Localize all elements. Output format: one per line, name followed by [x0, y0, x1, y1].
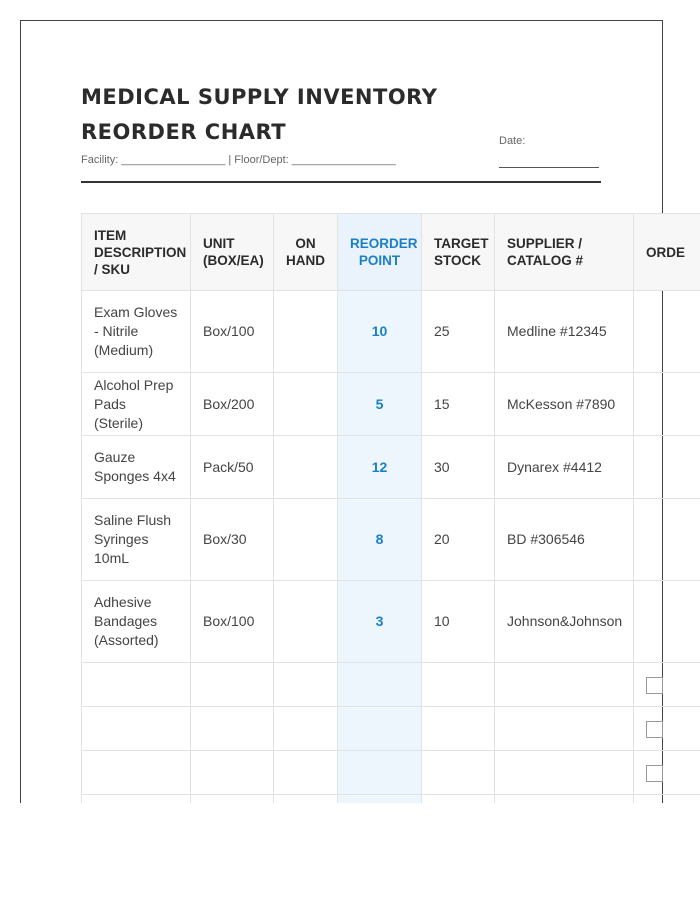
cell-supplier: Dynarex #4412 [495, 436, 634, 499]
cell-target-stock[interactable] [422, 795, 495, 804]
cell-order [634, 291, 700, 373]
cell-target-stock[interactable] [422, 663, 495, 707]
cell-reorder-point: 12 [338, 436, 422, 499]
header-order: ORDE [634, 214, 700, 291]
cell-supplier[interactable] [495, 707, 634, 751]
cell-unit[interactable] [191, 663, 274, 707]
cell-supplier: McKesson #7890 [495, 373, 634, 436]
cell-unit[interactable] [191, 707, 274, 751]
order-checkbox[interactable] [646, 677, 663, 694]
cell-on-hand[interactable] [274, 499, 338, 581]
cell-reorder-point: 8 [338, 499, 422, 581]
cell-target-stock: 30 [422, 436, 495, 499]
cell-target-stock: 10 [422, 581, 495, 663]
cell-supplier[interactable] [495, 663, 634, 707]
inventory-table [81, 213, 700, 803]
cell-order [634, 707, 700, 751]
cell-order [634, 499, 700, 581]
empty-table-row [82, 795, 700, 804]
cell-supplier: Johnson&Johnson [495, 581, 634, 663]
date-label: Date: [499, 135, 526, 147]
table-row [82, 581, 700, 663]
cell-reorder-point[interactable] [338, 795, 422, 804]
header-target-stock: TARGET STOCK [422, 214, 495, 291]
cell-item-description: Exam Gloves - Nitrile (Medium) [82, 291, 191, 373]
header-unit: UNIT (BOX/EA) [191, 214, 274, 291]
cell-reorder-point[interactable] [338, 751, 422, 795]
cell-unit[interactable] [191, 795, 274, 804]
cell-target-stock: 15 [422, 373, 495, 436]
cell-item-description: Alcohol Prep Pads (Sterile) [82, 373, 191, 436]
cell-target-stock: 25 [422, 291, 495, 373]
inventory-sheet [20, 20, 686, 803]
inventory-table-container [81, 213, 700, 803]
cell-item-description[interactable] [82, 707, 191, 751]
cell-order [634, 436, 700, 499]
cell-on-hand[interactable] [274, 373, 338, 436]
table-row [82, 291, 700, 373]
cell-on-hand[interactable] [274, 663, 338, 707]
empty-table-row [82, 751, 700, 795]
facility-floor-line[interactable]: Facility: _________________ | Floor/Dept: _________________ [81, 154, 396, 166]
cell-unit: Box/100 [191, 581, 274, 663]
cell-unit: Box/30 [191, 499, 274, 581]
cell-reorder-point: 3 [338, 581, 422, 663]
cell-target-stock[interactable] [422, 751, 495, 795]
table-row [82, 373, 700, 436]
cell-item-description: Saline Flush Syringes 10mL [82, 499, 191, 581]
document-title-line-1: MEDICAL SUPPLY INVENTORY [81, 85, 438, 109]
cell-order [634, 751, 700, 795]
cell-reorder-point: 10 [338, 291, 422, 373]
order-checkbox[interactable] [646, 765, 663, 782]
cell-item-description[interactable] [82, 751, 191, 795]
cell-reorder-point: 5 [338, 373, 422, 436]
cell-order [634, 795, 700, 804]
header-divider [81, 181, 601, 183]
header-reorder-point: REORDER POINT [338, 214, 422, 291]
cell-supplier: BD #306546 [495, 499, 634, 581]
cell-order [634, 663, 700, 707]
table-header-row [82, 214, 700, 291]
cell-supplier[interactable] [495, 751, 634, 795]
cell-supplier: Medline #12345 [495, 291, 634, 373]
header-item-description: ITEM DESCRIPTION / SKU [82, 214, 191, 291]
cell-on-hand[interactable] [274, 751, 338, 795]
cell-supplier[interactable] [495, 795, 634, 804]
cell-reorder-point[interactable] [338, 707, 422, 751]
date-field[interactable] [499, 167, 599, 168]
cell-on-hand[interactable] [274, 291, 338, 373]
cell-unit: Box/200 [191, 373, 274, 436]
cell-reorder-point[interactable] [338, 663, 422, 707]
cell-order [634, 581, 700, 663]
empty-table-row [82, 663, 700, 707]
cell-item-description: Adhesive Bandages (Assorted) [82, 581, 191, 663]
table-row [82, 436, 700, 499]
cell-unit: Pack/50 [191, 436, 274, 499]
cell-item-description: Gauze Sponges 4x4 [82, 436, 191, 499]
header-supplier: SUPPLIER / CATALOG # [495, 214, 634, 291]
cell-target-stock: 20 [422, 499, 495, 581]
cell-item-description[interactable] [82, 795, 191, 804]
empty-table-row [82, 707, 700, 751]
cell-unit: Box/100 [191, 291, 274, 373]
cell-on-hand[interactable] [274, 795, 338, 804]
order-checkbox[interactable] [646, 721, 663, 738]
cell-order [634, 373, 700, 436]
cell-on-hand[interactable] [274, 436, 338, 499]
cell-on-hand[interactable] [274, 707, 338, 751]
cell-on-hand[interactable] [274, 581, 338, 663]
document-title-line-2: REORDER CHART [81, 120, 287, 144]
cell-unit[interactable] [191, 751, 274, 795]
cell-item-description[interactable] [82, 663, 191, 707]
table-row [82, 499, 700, 581]
header-on-hand: ON HAND [274, 214, 338, 291]
cell-target-stock[interactable] [422, 707, 495, 751]
